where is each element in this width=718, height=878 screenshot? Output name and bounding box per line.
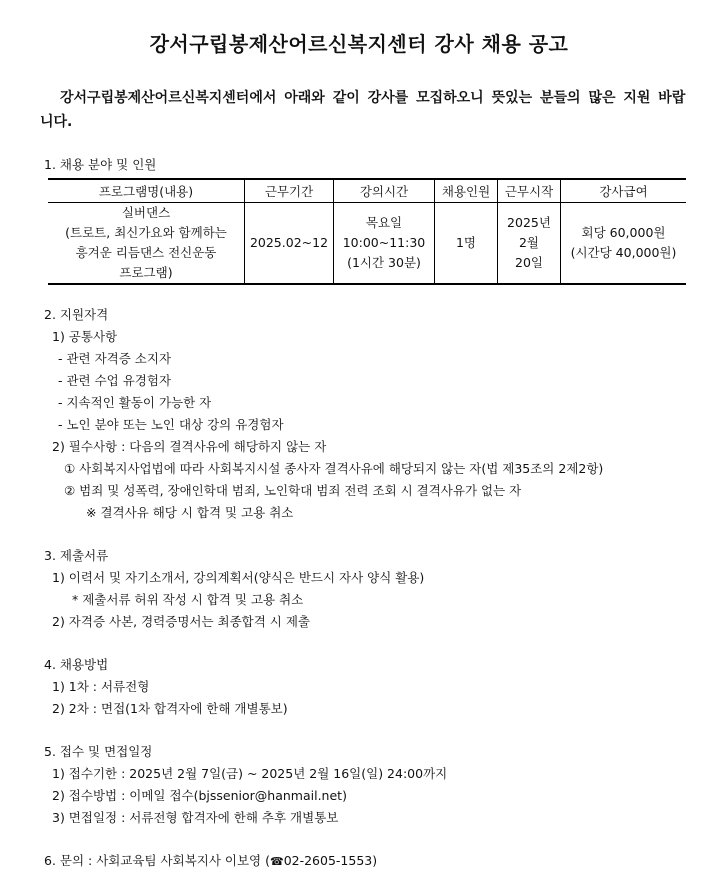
schedule-item: 3) 면접일정 : 서류전형 합격자에 한해 추후 개별통보 [52,810,339,825]
section5-heading: 5. 접수 및 면접일정 [44,744,153,759]
pay-per-session: 회당 60,000원 [581,225,666,240]
common-item: - 지속적인 활동이 가능한 자 [58,395,212,410]
schedule-item: 1) 접수기한 : 2025년 2월 7일(금) ~ 2025년 2월 16일(일) 24:00까지 [52,766,448,781]
common-item: - 관련 수업 유경험자 [58,373,172,388]
common-item: - 관련 자격증 소지자 [58,351,172,366]
method-item: 1) 1차 : 서류전형 [52,679,150,694]
pay-per-hour: (시간당 40,000원) [570,245,677,260]
required-title: 2) 필수사항 : 다음의 결격사유에 해당하지 않는 자 [52,439,327,454]
method-item: 2) 2차 : 면접(1차 합격자에 한해 개별통보) [52,701,288,716]
intro-paragraph: 강서구립봉제산어르신복지센터에서 아래와 같이 강사를 모집하오니 뜻있는 분들의 많은 지원 바랍니다. [40,90,686,130]
common-title: 1) 공통사항 [52,329,118,344]
cell-program [48,203,245,285]
cell-start [498,203,561,285]
start-day: 20일 [515,255,543,270]
table-row [48,203,686,285]
table-header-row [48,179,686,203]
cell-pay [561,203,687,285]
section1-heading: 1. 채용 분야 및 인원 [44,157,157,172]
header-pay: 강사급여 [561,179,687,203]
section2-heading: 2. 지원자격 [44,307,109,322]
schedule-item: 2) 접수방법 : 이메일 접수(bjssenior@hanmail.net) [52,788,347,803]
time-day: 목요일 [365,215,403,230]
phone-icon: ☎ [269,855,284,868]
section4-heading: 4. 채용방법 [44,657,109,672]
program-desc-3: 프로그램) [119,265,173,280]
required-item: ① 사회복지사업법에 따라 사회복지시설 종사자 결격사유에 해당되지 않는 자(법 제35조의 2제2항) [64,461,604,476]
disqualification-note: ※ 결격사유 해당 시 합격 및 고용 취소 [86,505,294,520]
page-title: 강서구립봉제산어르신복지센터 강사 채용 공고 [149,32,569,56]
common-item: - 노인 분야 또는 노인 대상 강의 유경험자 [58,417,284,432]
documents-note: * 제출서류 허위 작성 시 합격 및 고용 취소 [72,592,304,607]
time-duration: (1시간 30분) [347,255,421,270]
header-start: 근무시작 [498,179,561,203]
program-name: 실버댄스 [121,205,171,220]
cell-period: 2025.02~12 [245,203,334,285]
time-range: 10:00~11:30 [342,235,426,250]
cell-time [334,203,435,285]
contact-prefix: 6. 문의 : 사회교육팀 사회복지사 이보영 ( [44,853,270,868]
program-desc-1: (트로트, 최신가요와 함께하는 [65,225,227,240]
section3-heading: 3. 제출서류 [44,548,109,563]
header-count: 채용인원 [435,179,498,203]
recruitment-table [48,178,686,285]
header-program: 프로그램명(내용) [48,179,245,203]
program-desc-2: 흥겨운 리듬댄스 전신운동 [75,245,217,260]
documents-item: 2) 자격증 사본, 경력증명서는 최종합격 시 제출 [52,614,310,629]
cell-count: 1명 [435,203,498,285]
header-time: 강의시간 [334,179,435,203]
header-period: 근무기간 [245,179,334,203]
documents-item: 1) 이력서 및 자기소개서, 강의계획서(양식은 반드시 자사 양식 활용) [52,570,425,585]
required-item: ② 범죄 및 성폭력, 장애인학대 범죄, 노인학대 범죄 전력 조회 시 결격사유가 없는 자 [64,483,522,498]
contact-line [44,851,377,869]
contact-phone: 02-2605-1553 [283,853,373,868]
contact-suffix: ) [372,853,378,868]
start-year: 2025년 [507,215,551,230]
start-month: 2월 [518,235,540,250]
